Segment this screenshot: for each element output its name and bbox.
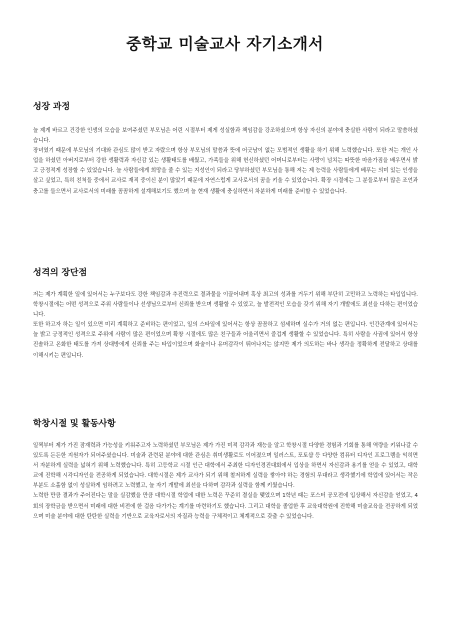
section-body-school-activities	[33, 441, 418, 522]
paragraph: 또한 하고자 하는 일이 있으면 미리 계획하고 준비하는 편이었고, 일의 스타일에 있어서는 항상 꼼꼼하고 섬세하며 실수가 거의 없는 편입니다. 인간관계에 있어서는 늘 밝고 긍정적인 성격으로 주위에 사람이 많은 편이었으며 확창 시절에도 많은 친구들과 어울리면서 즐겁게 생활할 수 있었습니다. 특히 사람을 사귐에 있어서 항상 진솔하고 온화한 태도를 가져 상대방에게 신뢰를 주는 타입이었으며 화술이나 유머감각이 뛰어나지는 않지만 제가 의도하는 바나 생각을 정확하게 전달하고 상대를 이해시키는 편입니다.	[33, 322, 418, 359]
document-title: 중학교 미술교사 자기소개서	[126, 35, 324, 53]
paragraph: 저는 제가 계획한 일에 있어서는 누구보다도 강한 책임감과 추진력으로 결과물을 이끌어내며 혹상 최고의 성과를 거두기 위해 부단히 고민하고 노력하는 타입입니다. 학창시절에는 어떤 성격으로 주위 사람들이나 선생님으로부터 신뢰를 받으며 생활할 수 있었고, 늘 발전적인 모습을 갖기 위해 자기 개발에도 최선을 다하는 편이었습니다.	[33, 292, 418, 319]
section-heading-school-activities: 학창시절 및 활동사항	[33, 419, 116, 429]
paragraph: 일찍부터 제가 가진 잠재력과 가능성을 키워주고자 노력하셨던 부모님은 제가 가진 미적 감각과 재능을 알고 학창시절 다양한 경험과 기회를 통해 역량을 키워나갈 수 있도록 든든한 지원자가 되어주셨습니다. 미술과 관련된 분야에 대한 관심은 취미생활로도 이어졌으며 일러스트, 포토샵 등 다양한 컴퓨터 디자인 프로그램을 익히면서 자분하게 실력을 넓혀기 위해 노력했습니다. 특히 고등학교 시절 인근 대학에서 주최한 디자인경진대회에서 입상을 하면서 자신감과 용기를 얻을 수 있었고, 대학교에 진학해 시각디자인을 전공하게 되었습니다. 대학시절은 제가 교사가 되기 위해 철저하게 실력을 쌓아야 하는 경험의 무대라고 생각했기에 학업에 있어서는 작은 부분도 소홀함 없이 성실하게 임하려고 노력했고, 늘 자기 개발에 최선을 다하며 감각과 실력을 함께 키웠습니다.	[33, 443, 418, 490]
section-heading-personality: 성격의 장단점	[33, 268, 88, 278]
paragraph: 노력한 만큼 결과가 주어진다는 말을 실감했을 만큼 대학시절 학업에 대한 노력은 꾸준히 결실을 맺었으며 1학년 때는 포스터 공모전에 입상해서 자신감을 얻었고, 4회의 장학금을 받으면서 미래에 대한 비전에 한 걸음 다가가는 계기를 마련하기도 했습니다. 그리고 대학을 졸업한 후 교육대학원에 진학해 미술교육을 전공하게 되었으며 미술 분야에 대한 탄탄한 실력을 기반으로 교육자로서의 자질과 능력을 구체적이고 체계적으로 갖출 수 있었습니다.	[33, 493, 418, 520]
section-heading-growth: 성장 과정	[33, 102, 71, 112]
paragraph: 장녀였기 때문에 부모님의 기대와 관심도 많이 받고 자랐으며 항상 부모님의 말씀과 뜻에 어긋남이 없는 모범적인 생활을 하기 위해 노력했습니다. 또한 저는 개인 사업을 하셨던 아버지로부터 강한 생활력과 자신감 있는 생활태도를 배웠고, 가족들을 위해 헌신하셨던 어머니로부터는 사랑이 넘치는 따뜻한 마음가짐을 배우면서 밝고 긍정적게 성장할 수 있었습니다. 늘 사람들에게 희망을 줄 수 있는 지성인이 되라고 당부하셨던 부모님을 통해 저는 제 능력을 사람들에게 베푸는 의미 있는 인생을 살고 싶었고, 특히 친척들 중에서 교사로 재직 중이신 분이 많았기 때문에 자연스럽게 교사로서의 꿈을 키울 수 있었습니다. 확장 시절에는 그 분들로부터 많은 조언과 충고를 들으면서 교사로서의 미래를 꼼꼼하게 설계해보기도 했으며 늘 현재 생활에 충실하면서 차분하게 미래를 준비할 수 있었습니다.	[33, 148, 418, 195]
section-body-personality	[33, 290, 418, 361]
section-body-growth	[33, 126, 418, 197]
paragraph: 늘 제게 바르고 건강한 인생의 모습을 보여주셨던 부모님은 어린 시절부터 제게 성실함과 책임감을 강조하셨으며 항상 자신의 분야에 충실한 사람이 되라고 말씀하셨습니다.	[33, 128, 418, 145]
